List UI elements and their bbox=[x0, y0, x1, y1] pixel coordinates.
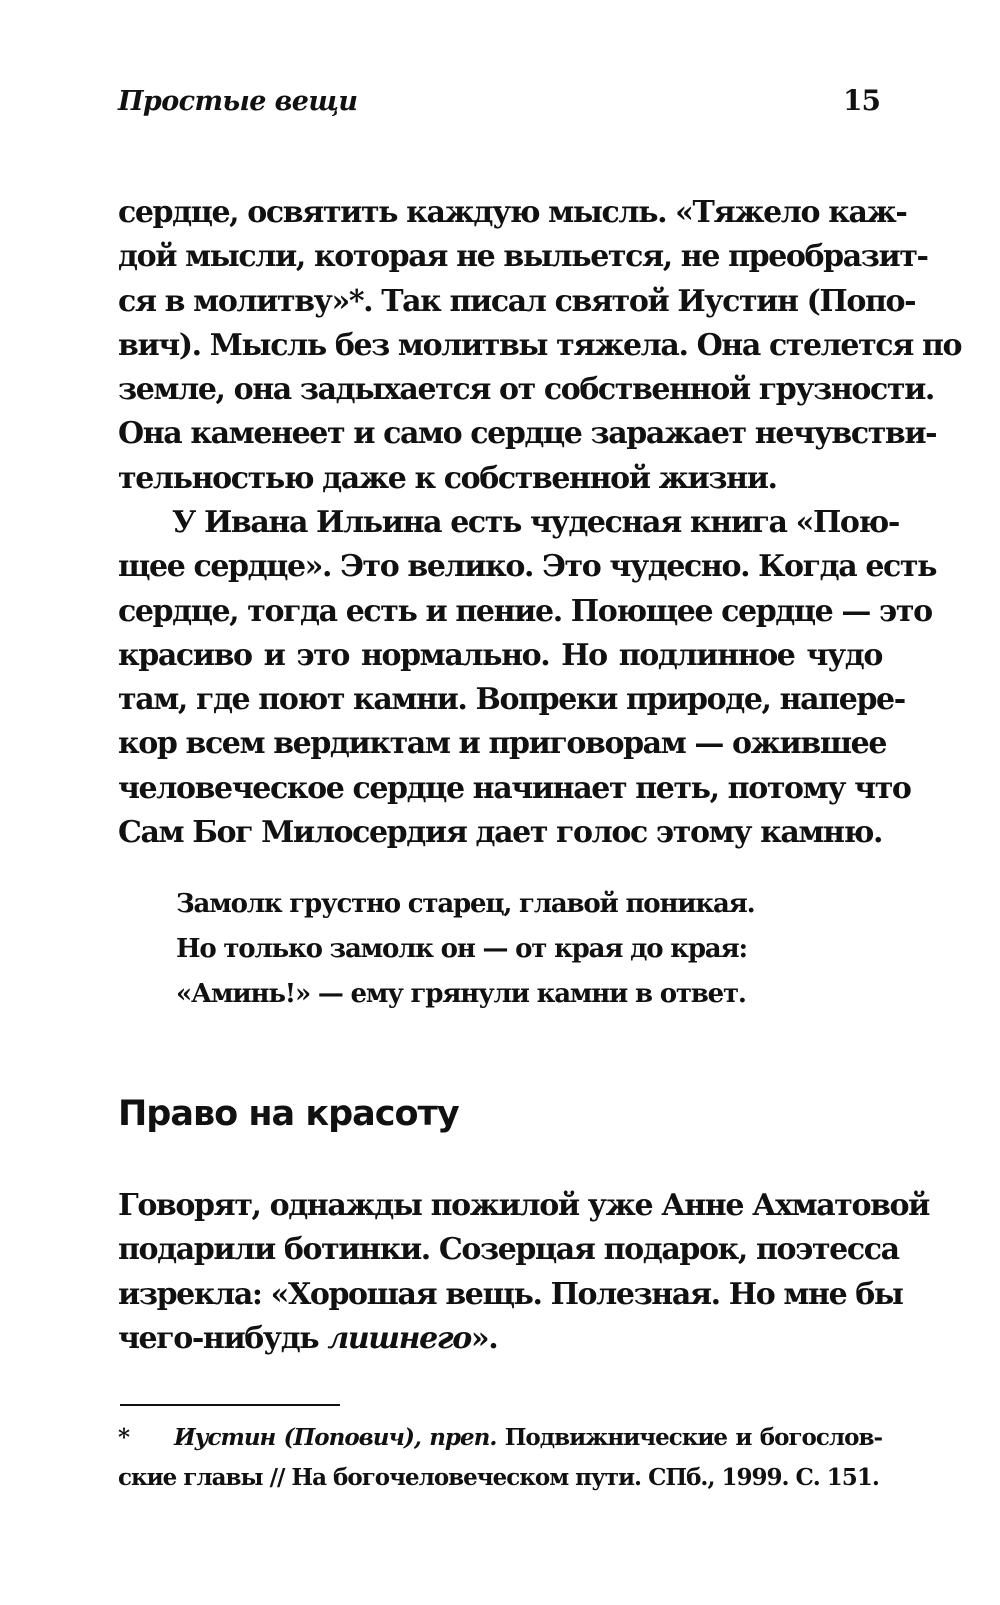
text-line: щее сердце». Это велико. Это чудесно. Когда есть bbox=[118, 549, 937, 585]
text-line: изрекла: «Хорошая вещь. Полезная. Но мне бы bbox=[118, 1276, 903, 1312]
running-title: Простые вещи bbox=[118, 86, 358, 117]
poem-quote bbox=[176, 882, 876, 1017]
footnote-line: ские главы // На богочеловеческом пути. СПб., 1999. С. 151. bbox=[118, 1464, 879, 1491]
text-line bbox=[118, 1317, 882, 1361]
text-line: тельностью даже к собственной жизни. bbox=[118, 460, 777, 496]
poem-line: «Аминь!» — ему грянули камни в ответ. bbox=[176, 979, 746, 1009]
footnote-author: Иустин (Попович), преп. bbox=[174, 1424, 497, 1451]
text-line: там, где поют камни. Вопреки природе, напере- bbox=[118, 682, 905, 718]
text-line: Сам Бог Милосердия дает голос этому камню. bbox=[118, 815, 883, 851]
poem-line: Замолк грустно старец, главой поникая. bbox=[176, 889, 755, 919]
text-line: ся в молитву»*. Так писал святой Иустин (Попо- bbox=[118, 283, 916, 319]
text-line: Говорят, однажды пожилой уже Анне Ахматовой bbox=[118, 1188, 930, 1223]
text-run: ». bbox=[470, 1320, 498, 1356]
footnote bbox=[118, 1418, 882, 1498]
text-run: чего-нибудь bbox=[118, 1320, 328, 1356]
section-heading: Право на красоту bbox=[118, 1094, 459, 1134]
text-line: У Ивана Ильина есть чудесная книга «Пою- bbox=[172, 505, 899, 540]
text-line: сердце, тогда есть и пение. Поющее сердце — это bbox=[118, 593, 932, 629]
footnote-marker: * bbox=[118, 1424, 130, 1451]
paragraph-2 bbox=[118, 501, 937, 855]
text-line: кор всем вердиктам и приговорам — ожившее bbox=[118, 726, 887, 762]
text-line: дой мысли, которая не выльется, не преобразит- bbox=[118, 239, 928, 275]
running-header bbox=[118, 84, 880, 124]
italic-word: лишнего bbox=[327, 1320, 471, 1356]
poem-line: Но только замолк он — от края до края: bbox=[176, 934, 747, 964]
text-line: вич). Мысль без молитвы тяжела. Она стелется по bbox=[118, 327, 962, 363]
text-line: Она каменеет и само сердце заражает нечувстви- bbox=[118, 416, 937, 452]
text-line: земле, она задыхается от собственной грузности. bbox=[118, 372, 934, 408]
footnote-text: Подвижнические и богослов- bbox=[496, 1424, 882, 1451]
text-line: человеческое сердце начинает петь, потому что bbox=[118, 770, 911, 806]
footnote-divider bbox=[120, 1404, 340, 1406]
text-line: сердце, освятить каждую мысль. «Тяжело каж- bbox=[118, 195, 907, 230]
text-line: красиво и это нормально. Но подлинное чудо bbox=[118, 637, 882, 673]
page-number: 15 bbox=[843, 84, 880, 117]
text-line: подарили ботинки. Созерцая подарок, поэтесса bbox=[118, 1232, 899, 1268]
paragraph-1 bbox=[118, 191, 962, 501]
section-paragraph bbox=[118, 1184, 930, 1361]
footnote-line bbox=[118, 1418, 882, 1458]
